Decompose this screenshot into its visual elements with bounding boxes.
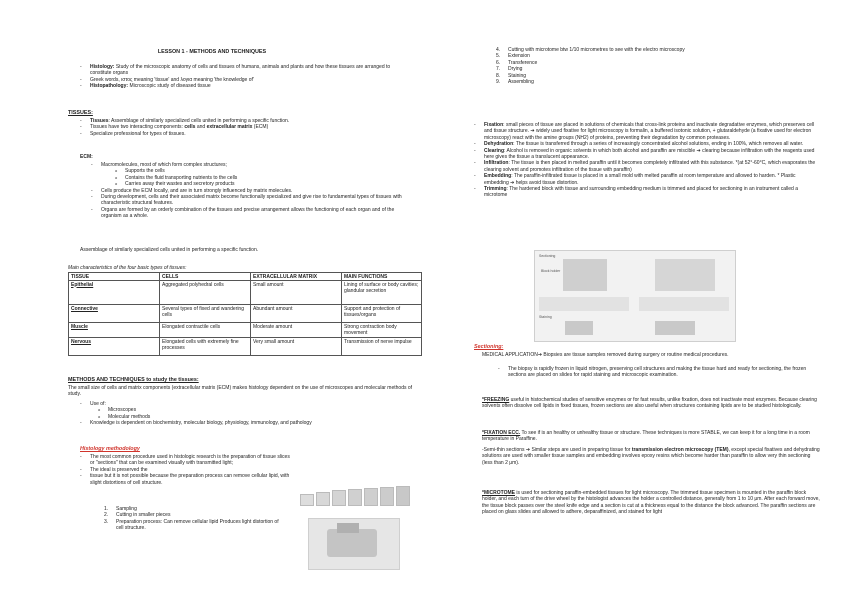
list-item: - Trimming: The hardened block with tissue and surrounding embedding medium is trimmed and placed for sectioning in an instrument called a microtome (474, 186, 818, 199)
list-item: - Histopathology: Microscopic study of diseased tissue (80, 83, 410, 89)
histology-methodology-heading: Histology methodology (80, 446, 140, 452)
sectioning-figure (534, 250, 736, 342)
table-cell: Small amount (251, 281, 342, 305)
list-item: - Knowledge is dependent on biochemistry, molecular biology, physiology, immunology, and pathology (80, 420, 410, 426)
microtome-photo (308, 518, 400, 570)
use-sub-list (98, 407, 410, 420)
list-item: 3. Preparation process: Can remove cellular lipid Produces light distortion of cell structure. (104, 518, 279, 532)
lesson-title: LESSON 1 - METHODS AND TECHNIQUES (157, 49, 267, 55)
tissue-types-table (68, 272, 422, 356)
list-item: 9. Assembling (496, 79, 534, 86)
medical-application: MEDICAL APPLICATION➔ Biopsies are tissue samples removed during surgery or routine medical procedures. (482, 352, 729, 358)
table-cell: Strong contraction body movement (342, 323, 422, 338)
list-item: 8. Staining (496, 72, 527, 79)
table-cell: Support and protection of tissues/organs (342, 305, 422, 323)
table-cell: Elongated contractile cells (160, 323, 251, 338)
intro-list (80, 64, 410, 90)
table-header-row (69, 273, 422, 281)
table-row (69, 338, 422, 356)
list-item: o Molecular methods (98, 414, 410, 420)
list-item: o Contains the fluid transporting nutrients to the cells (115, 175, 409, 181)
freezing-paragraph: *FREEZING useful in histochemical studies of sensitive enzymes or for fast results, unlike fixation, does not inactivate most enzymes. Because clearing solvents often dissolve cell lipids in fixed tissues, frozen sections are also useful when structures containing lipids are to be studied histologically. (482, 397, 817, 410)
list-item: - tissue but it is not possible because the preparation process can remove cellular lipid, with slight distortions of cell structure. (80, 473, 295, 486)
steps-list (104, 506, 284, 532)
column-header: CELLS (160, 273, 251, 281)
assemblage-text: Assemblage of similarly specialized cells united in performing a specific function. (80, 247, 259, 253)
list-item: - Tissues have two interacting components: cells and extracellular matrix (ECM) (80, 124, 410, 130)
table-cell: Abundant amount (251, 305, 342, 323)
table-cell: Very small amount (251, 338, 342, 356)
list-item: 6. Transference (496, 59, 538, 66)
list-item: - Cells produce the ECM locally, and are in turn strongly influenced by matrix molecules. (91, 188, 409, 194)
table-cell: Muscle (69, 323, 160, 338)
list-item: - Fixation: small pieces of tissue are placed in solutions of chemicals that cross-link proteins and inactivate degradative enzymes, which preserves cell and tissue structure. ➔ widely used fixative for light microscopy is formalin, a buffered isotonic solution, + glutaraldehyde (a fixative used for electron microscopy) react with the amine groups (NH2) of proteins, preventing their degradation by common proteases. (474, 122, 818, 141)
methods-text: The small size of cells and matrix components (extracellular matrix (ECM) makes histology dependent on the use of microscopes and molecular methods of study. (68, 385, 413, 398)
methods-list (80, 401, 410, 427)
steps-continued-list (496, 47, 836, 85)
table-cell: Aggregated polyhedral cells (160, 281, 251, 305)
table-cell: Nervous (69, 338, 160, 356)
methods-heading: METHODS AND TECHNIQUES to study the tissues: (68, 377, 199, 383)
list-item: - The most common procedure used in histologic research is the preparation of tissue slices or "sections" that can be examined visually with transmitted light; (80, 454, 295, 467)
list-item: o Supports the cells (115, 168, 409, 174)
list-item: - The ideal is preserved the (80, 467, 295, 473)
list-item: - Embedding: The paraffin-infiltrated tissue is placed in a small mold with melted paraffin at room temperature and allowed to harden. * Plastic embedding ➔ helps avoid tissue distortion. (474, 173, 818, 186)
list-item: 1. Sampling (104, 506, 137, 512)
list-item: 2. Cutting in smaller pieces (104, 512, 171, 519)
table-cell: Lining of surface or body cavities; glandular secretion (342, 281, 422, 305)
list-item: o Microscopes (98, 407, 410, 413)
table-row (69, 323, 422, 338)
ecm-sub-list (115, 168, 409, 187)
list-item: 5. Extension (496, 53, 530, 60)
tissues-list (80, 118, 410, 137)
table-cell: Elongated cells with extremely fine processes (160, 338, 251, 356)
list-item: - Organs are formed by an orderly combination of the tissues and precise arrangement allows the functioning of each organ and of the organism as a whole. (91, 207, 409, 220)
preparation-list (474, 122, 818, 199)
table-cell: Moderate amount (251, 323, 342, 338)
slides-illustration (300, 486, 410, 508)
table-row (69, 281, 422, 305)
list-item: - Dehydration: The tissue is transferred through a series of increasingly concentrated alcohol solutions, ending in 100%, which removes all water. (474, 141, 818, 147)
semithin-paragraph: -Semi-thin sections ➔ Similar steps are used in preparing tissue for transmission electron microscopy (TEM), except special fixatives and dehydrating solutions are used with smaller tissue samples and embedding involves epoxy resins which become harder than paraffin to allow very thin sectioning (less than 2 μm). (482, 447, 820, 466)
figure-label: Staining (539, 315, 552, 319)
ecm-label: ECM: (80, 154, 93, 160)
list-item: - Infiltration: The tissue is then placed in melted paraffin until it becomes completely infiltrated with this substance. *(at 52°-60°C, which evaporates the clearing solvent and promotes infiltration of the tissue with paraffin) (474, 160, 818, 173)
figure-label: Sectioning (539, 254, 556, 258)
table-row (69, 305, 422, 323)
fixation-paragraph: *FIXATION ECC. To see if is an healthy or unhealthy tissue or structure. These techniques is more STABLE, we can keep it for a long time in a room temperature in Paraffine. (482, 430, 810, 443)
column-header: TISSUE (69, 273, 160, 281)
histology-list (80, 454, 295, 486)
table-cell: Connective (69, 305, 160, 323)
tissues-heading: TISSUES: (68, 110, 93, 116)
table-cell: Epithelial (69, 281, 160, 305)
table-cell: Transmission of nerve impulse (342, 338, 422, 356)
microtome-paragraph: *MICROTOME is used for sectioning paraffin-embedded tissues for light microscopy. The trimmed tissue specimen is mounted in the paraffin block holder, and each turn of the drive wheel by the histologist advances the holder a controlled distance, generally from 1 to 10 μm. After each forward move, the tissue block passes over the steel knife edge and a section is cut at a thickness equal to the distance the block advanced. The paraffin sections are placed on glass slides and allowed to adhere, deparaffinized, and stained for light (482, 490, 820, 516)
list-item: - Macromolecules, most of which form complex structures; o Supports the cells o Contains the fluid transporting nutrients to the cells o Carries away their wastes and secretory products (91, 162, 409, 188)
list-item: - Histology: Study of the microscopic anatomy of cells and tissues of humans, animals and plants and how these tissues are arranged to constitute organs (80, 64, 410, 77)
column-header: MAIN FUNCTIONS (342, 273, 422, 281)
list-item: - The biopsy is rapidly frozen in liquid nitrogen, preserving cell structures and making the tissue hard and ready for sectioning, the frozen sections are placed on slides for rapid staining and microscopic examination. (498, 366, 822, 379)
table-caption: Main characteristics of the four basic types of tissues: (68, 265, 187, 271)
figure-label: Block holder (541, 269, 561, 273)
table-cell: Several types of fixed and wandering cells (160, 305, 251, 323)
list-item: 4. Cutting with microtome btw 1/10 micrometres to see with the electro microscopy (496, 47, 685, 53)
list-item: - Use of: o Microscopes o Molecular methods (80, 401, 410, 420)
ecm-list (91, 162, 409, 220)
list-item: - Specialize professional for types of tissues. (80, 131, 410, 137)
list-item: - During development, cells and their associated matrix become functionally specialized and give rise to fundamental types of tissues with characteristic structural features. (91, 194, 409, 207)
list-item: 7. Drying (496, 66, 523, 73)
list-item: - Tissues: Assemblage of similarly specialized cells united in performing a specific function. (80, 118, 410, 124)
right-page (424, 0, 848, 599)
biopsy-list (498, 366, 822, 379)
list-item: - Greek words, ιστος meaning 'tissue' and λογια meaning 'the knowledge of' (80, 77, 410, 83)
sectioning-heading: Sectioning: (474, 344, 504, 350)
list-item: o Carries away their wastes and secretory products (115, 181, 409, 187)
list-item: - Clearing: Alcohol is removed in organic solvents in which both alcohol and paraffin are miscible ➔ clearing because infiltration with the reagents used here gives the tissue a translucent appearance. (474, 148, 818, 161)
column-header: EXTRACELLULAR MATRIX (251, 273, 342, 281)
